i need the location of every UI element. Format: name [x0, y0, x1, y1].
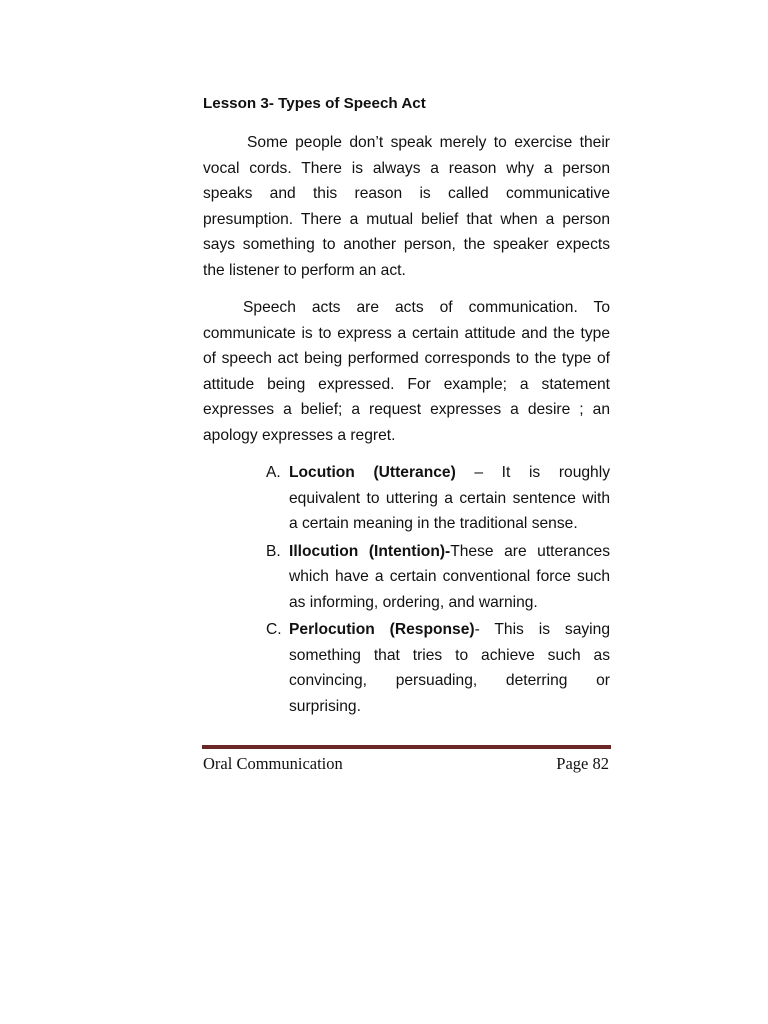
- page-body: [203, 90, 610, 721]
- list-item-perlocution: [266, 617, 610, 719]
- term-perlocution: Perlocution (Response): [289, 621, 475, 638]
- footer-rule: [202, 745, 611, 749]
- list-item-illocution: [266, 539, 610, 616]
- lesson-title: Lesson 3- Types of Speech Act: [203, 95, 426, 112]
- definition-illocution: These are utterances which have a certain conventional force such as informing, ordering, and warning.: [289, 542, 610, 611]
- definition-perlocution: - This is saying something that tries to achieve such as convincing, persuading, deterring or surprising.: [289, 621, 610, 715]
- definition-locution: – It is roughly equivalent to uttering a certain sentence with a certain meaning in the traditional sense.: [289, 464, 610, 532]
- paragraph-communicative-presumption: Some people don’t speak merely to exercise their vocal cords. There is always a reason why a person speaks and this reason is called communicative presumption. There a mutual belief that when a person says something to another person, the speaker expects the listener to perform an act.: [203, 134, 610, 279]
- list-item-locution: [266, 460, 610, 537]
- paragraph-speech-acts: Speech acts are acts of communication. To communicate is to express a certain attitude and the type of speech act being performed corresponds to the type of attitude being expressed. For example; a statement expresses a belief; a request expresses a desire ; an apology expresses a regret.: [203, 299, 610, 444]
- list-marker: C.: [266, 621, 282, 638]
- term-illocution: Illocution (Intention)-: [289, 542, 451, 560]
- page-footer: [203, 753, 609, 775]
- footer-course-title: Oral Communication: [203, 754, 343, 773]
- list-marker: A.: [266, 464, 281, 481]
- footer-page-number: Page 82: [556, 754, 609, 773]
- list-marker: B.: [266, 542, 281, 560]
- term-locution: Locution (Utterance): [289, 464, 456, 481]
- speech-act-types-list: [203, 460, 610, 719]
